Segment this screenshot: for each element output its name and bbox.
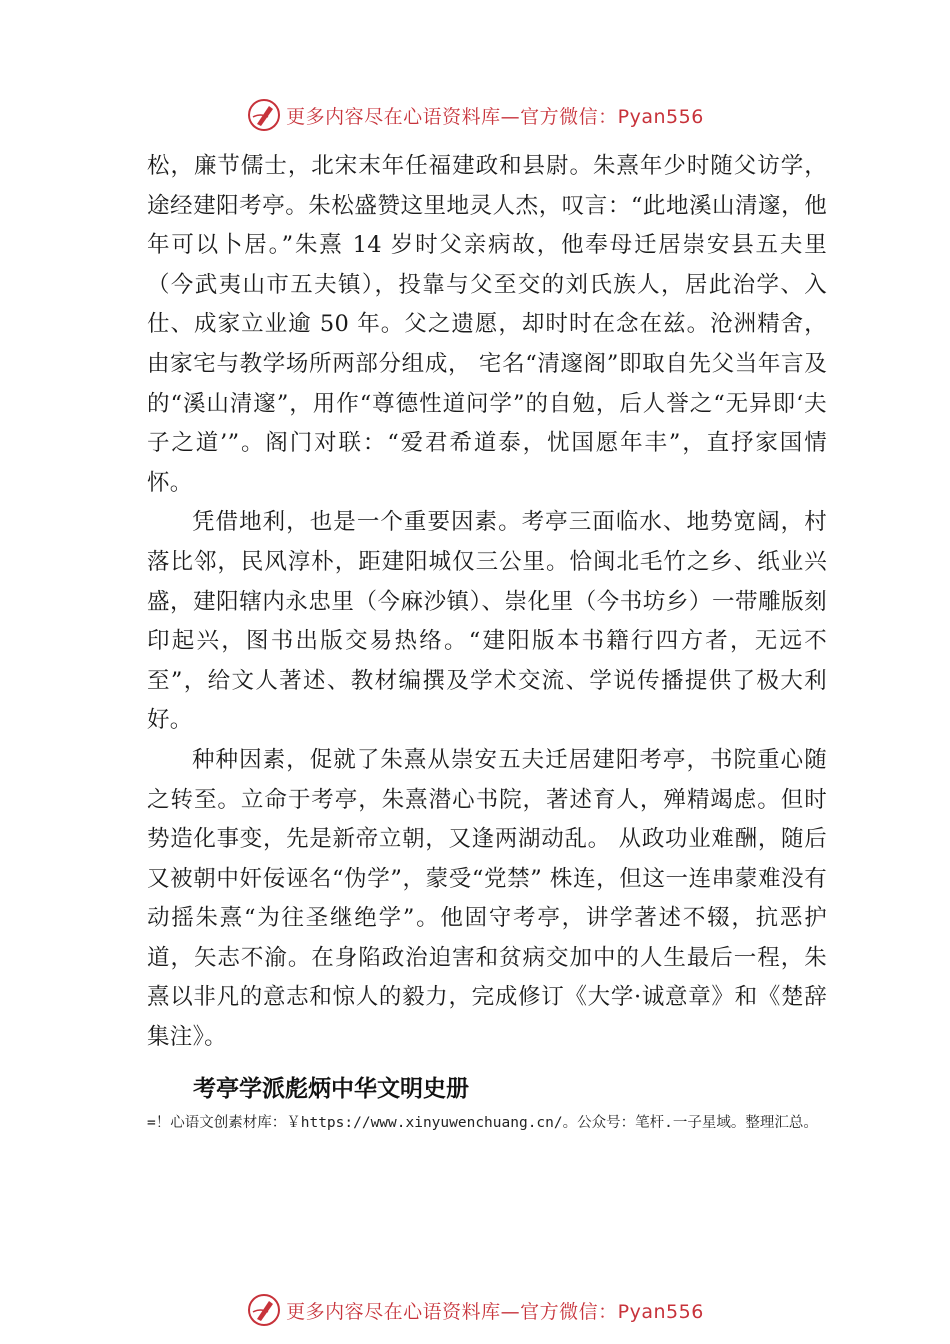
banner-text: 更多内容尽在心语资料库—官方微信：Pyan556 [286, 1300, 704, 1323]
section-heading: 考亭学派彪炳中华文明史册 [193, 1076, 469, 1102]
header-banner [0, 95, 950, 135]
article-body [147, 147, 827, 1058]
paragraph-3: 种种因素，促就了朱熹从崇安五夫迁居建阳考亭，书院重心随之转至。立命于考亭，朱熹潜心书院，著述育人，殚精竭虑。但时势造化事变，先是新帝立朝，又逢两湖动乱。 从政功业难酬，随后又被朝中奸佞诬名“伪学”，蒙受“党禁” 株连，但这一连串蒙难没有动摇朱熹“为往圣继绝学”。他固守考亭，讲学著述不辍，抗恶护道，矢志不渝。在身陷政治迫害和贫病交加中的人生最后一程，朱熹以非凡的意志和惊人的毅力，完成修订《大学·诚意章》和《楚辞集注》。 [147, 746, 827, 1051]
footer-banner [0, 1290, 950, 1330]
source-note: =！心语文创素材库：￥https://www.xinyuwenchuang.cn/。公众号：笔杆.一子星域。整理汇总。 [147, 1115, 818, 1131]
paragraph-1: 松，廉节儒士，北宋末年任福建政和县尉。朱熹年少时随父访学，途经建阳考亭。朱松盛赞这里地灵人杰，叹言：“此地溪山清邃，他年可以卜居。”朱熹 14 岁时父亲病故，他奉母迁居崇安县五夫里（今武夷山市五夫镇），投靠与父至交的刘氏族人，居此治学、入仕、成家立业逾 50 年。父之遗愿，却时时在念在兹。沧洲精舍，由家宅与教学场所两部分组成， 宅名“清邃阁”即取自先父当年言及的“溪山清邃”，用作“尊德性道问学”的自勉，后人誉之“无异即‘夫子之道’”。阁门对联：“爱君希道泰，忧国愿年丰”，直抒家国情怀。 [147, 153, 827, 496]
paragraph-2: 凭借地利，也是一个重要因素。考亭三面临水、地势宽阔，村落比邻，民风淳朴，距建阳城仅三公里。恰闽北毛竹之乡、纸业兴盛，建阳辖内永忠里（今麻沙镇）、崇化里（今书坊乡）一带雕版刻印起兴，图书出版交易热络。“建阳版本书籍行四方者，无远不至”，给文人著述、教材编撰及学术交流、学说传播提供了极大利好。 [147, 509, 827, 734]
pen-nib-logo-icon [246, 97, 282, 133]
pen-nib-logo-icon [246, 1292, 282, 1328]
banner-text: 更多内容尽在心语资料库—官方微信：Pyan556 [286, 105, 704, 128]
